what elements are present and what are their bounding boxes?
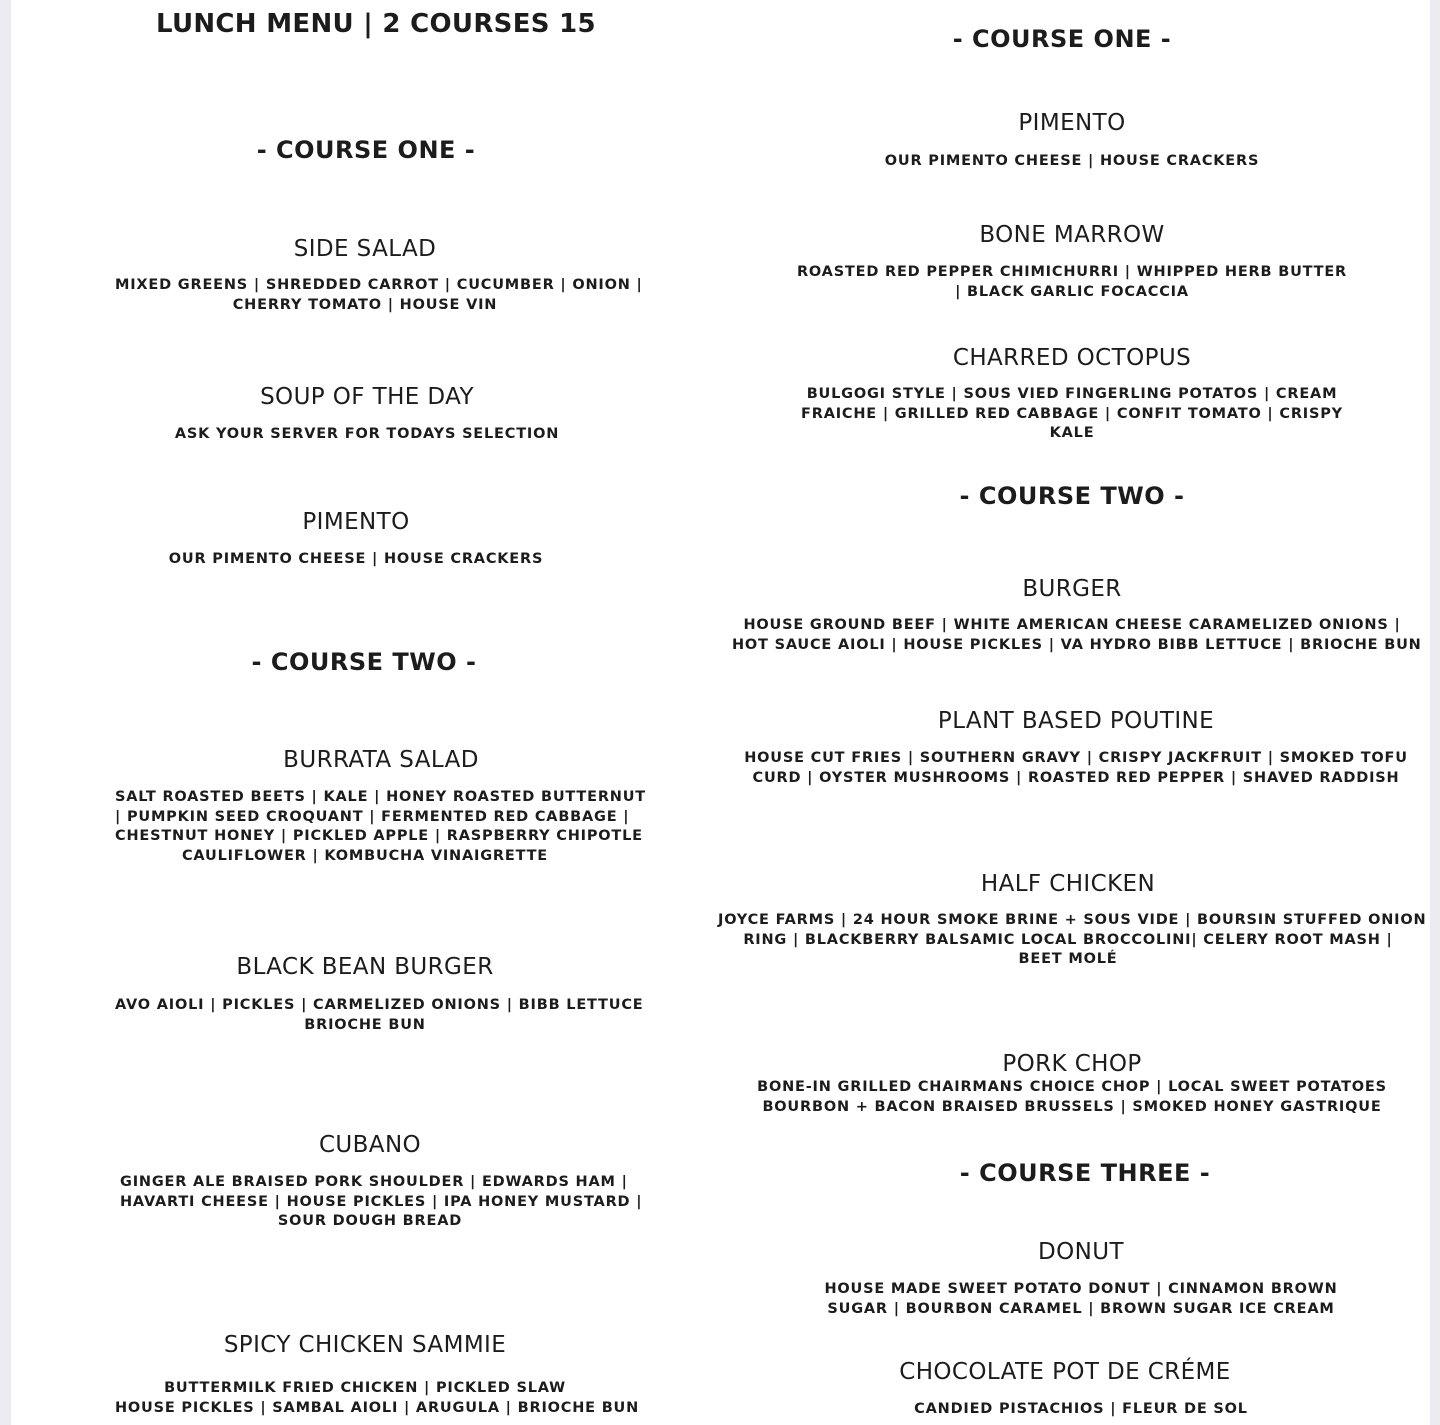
menu-page bbox=[11, 0, 1430, 1425]
left-cubano-name: CUBANO bbox=[318, 1132, 422, 1158]
left-spicy-chicken-desc: BUTTERMILK FRIED CHICKEN | PICKLED SLAW HOUSE PICKLES | SAMBAL AIOLI | ARUGULA | BRIOCHE BUN bbox=[115, 1380, 640, 1416]
right-half-chicken-desc: JOYCE FARMS | 24 HOUR SMOKE BRINE + SOUS VIDE | BOURSIN STUFFED ONION RING | BLACKBERRY BALSAMIC LOCAL BROCCOLINI| CELERY ROOT MASH | BEET MOLÉ bbox=[718, 912, 1427, 967]
right-donut-desc: HOUSE MADE SWEET POTATO DONUT | CINNAMON BROWN SUGAR | BOURBON CARAMEL | BROWN SUGAR ICE CREAM bbox=[824, 1281, 1338, 1317]
left-black-bean-burger-desc: AVO AIOLI | PICKLES | CARMELIZED ONIONS | BIBB LETTUCE BRIOCHE BUN bbox=[115, 997, 644, 1033]
left-soup-name: SOUP OF THE DAY bbox=[260, 384, 474, 410]
right-octopus-name: CHARRED OCTOPUS bbox=[952, 345, 1192, 371]
left-course-one-heading: - COURSE ONE - bbox=[256, 136, 476, 164]
right-course-one-heading: - COURSE ONE - bbox=[952, 25, 1172, 53]
right-pork-chop-name: PORK CHOP bbox=[1002, 1051, 1142, 1077]
left-course-two-heading: - COURSE TWO - bbox=[251, 648, 477, 676]
right-pot-de-creme-name: CHOCOLATE POT DE CRÉME bbox=[899, 1359, 1231, 1385]
right-burger-desc: HOUSE GROUND BEEF | WHITE AMERICAN CHEESE CARAMELIZED ONIONS | HOT SAUCE AIOLI | HOUSE PICKLES | VA HYDRO BIBB LETTUCE | BRIOCHE BUN bbox=[732, 617, 1422, 653]
right-course-two-heading: - COURSE TWO - bbox=[959, 482, 1185, 510]
menu-title: LUNCH MENU | 2 COURSES 15 bbox=[156, 9, 596, 39]
left-burrata-name: BURRATA SALAD bbox=[283, 747, 479, 773]
right-course-three-heading: - COURSE THREE - bbox=[959, 1159, 1211, 1187]
left-pimento-desc: OUR PIMENTO CHEESE | HOUSE CRACKERS bbox=[168, 551, 544, 567]
left-black-bean-burger-name: BLACK BEAN BURGER bbox=[236, 954, 494, 980]
left-soup-desc: ASK YOUR SERVER FOR TODAYS SELECTION bbox=[174, 426, 560, 442]
right-bone-marrow-name: BONE MARROW bbox=[979, 222, 1165, 248]
left-spicy-chicken-name: SPICY CHICKEN SAMMIE bbox=[223, 1332, 507, 1358]
right-pot-de-creme-desc: CANDIED PISTACHIOS | FLEUR DE SOL bbox=[914, 1401, 1248, 1417]
right-pork-chop-desc: BONE-IN GRILLED CHAIRMANS CHOICE CHOP | LOCAL SWEET POTATOES BOURBON + BACON BRAISED BRUSSELS | SMOKED HONEY GASTRIQUE bbox=[757, 1079, 1387, 1115]
left-cubano-desc: GINGER ALE BRAISED PORK SHOULDER | EDWARDS HAM | HAVARTI CHEESE | HOUSE PICKLES | IPA HONEY MUSTARD | SOUR DOUGH BREAD bbox=[120, 1174, 643, 1229]
right-half-chicken-name: HALF CHICKEN bbox=[980, 871, 1156, 897]
right-burger-name: BURGER bbox=[1022, 576, 1122, 602]
right-poutine-name: PLANT BASED POUTINE bbox=[937, 708, 1215, 734]
right-octopus-desc: BULGOGI STYLE | SOUS VIED FINGERLING POTATOS | CREAM FRAICHE | GRILLED RED CABBAGE | CONFIT TOMATO | CRISPY KALE bbox=[801, 386, 1343, 441]
right-pimento-desc: OUR PIMENTO CHEESE | HOUSE CRACKERS bbox=[884, 153, 1260, 169]
right-poutine-desc: HOUSE CUT FRIES | SOUTHERN GRAVY | CRISPY JACKFRUIT | SMOKED TOFU CURD | OYSTER MUSHROOMS | ROASTED RED PEPPER | SHAVED RADDISH bbox=[744, 750, 1408, 786]
left-burrata-desc: SALT ROASTED BEETS | KALE | HONEY ROASTED BUTTERNUT | PUMPKIN SEED CROQUANT | FERMENTED RED CABBAGE | CHESTNUT HONEY | PICKLED APPLE | RASPBERRY CHIPOTLE CAULIFLOWER | KOMBUCHA VINAIGRETTE bbox=[115, 789, 646, 864]
left-side-salad-desc: MIXED GREENS | SHREDDED CARROT | CUCUMBER | ONION | CHERRY TOMATO | HOUSE VIN bbox=[115, 277, 643, 313]
left-side-salad-name: SIDE SALAD bbox=[293, 236, 437, 262]
right-donut-name: DONUT bbox=[1038, 1239, 1124, 1265]
left-pimento-name: PIMENTO bbox=[302, 509, 410, 535]
right-pimento-name: PIMENTO bbox=[1018, 110, 1126, 136]
right-bone-marrow-desc: ROASTED RED PEPPER CHIMICHURRI | WHIPPED HERB BUTTER | BLACK GARLIC FOCACCIA bbox=[796, 264, 1348, 300]
